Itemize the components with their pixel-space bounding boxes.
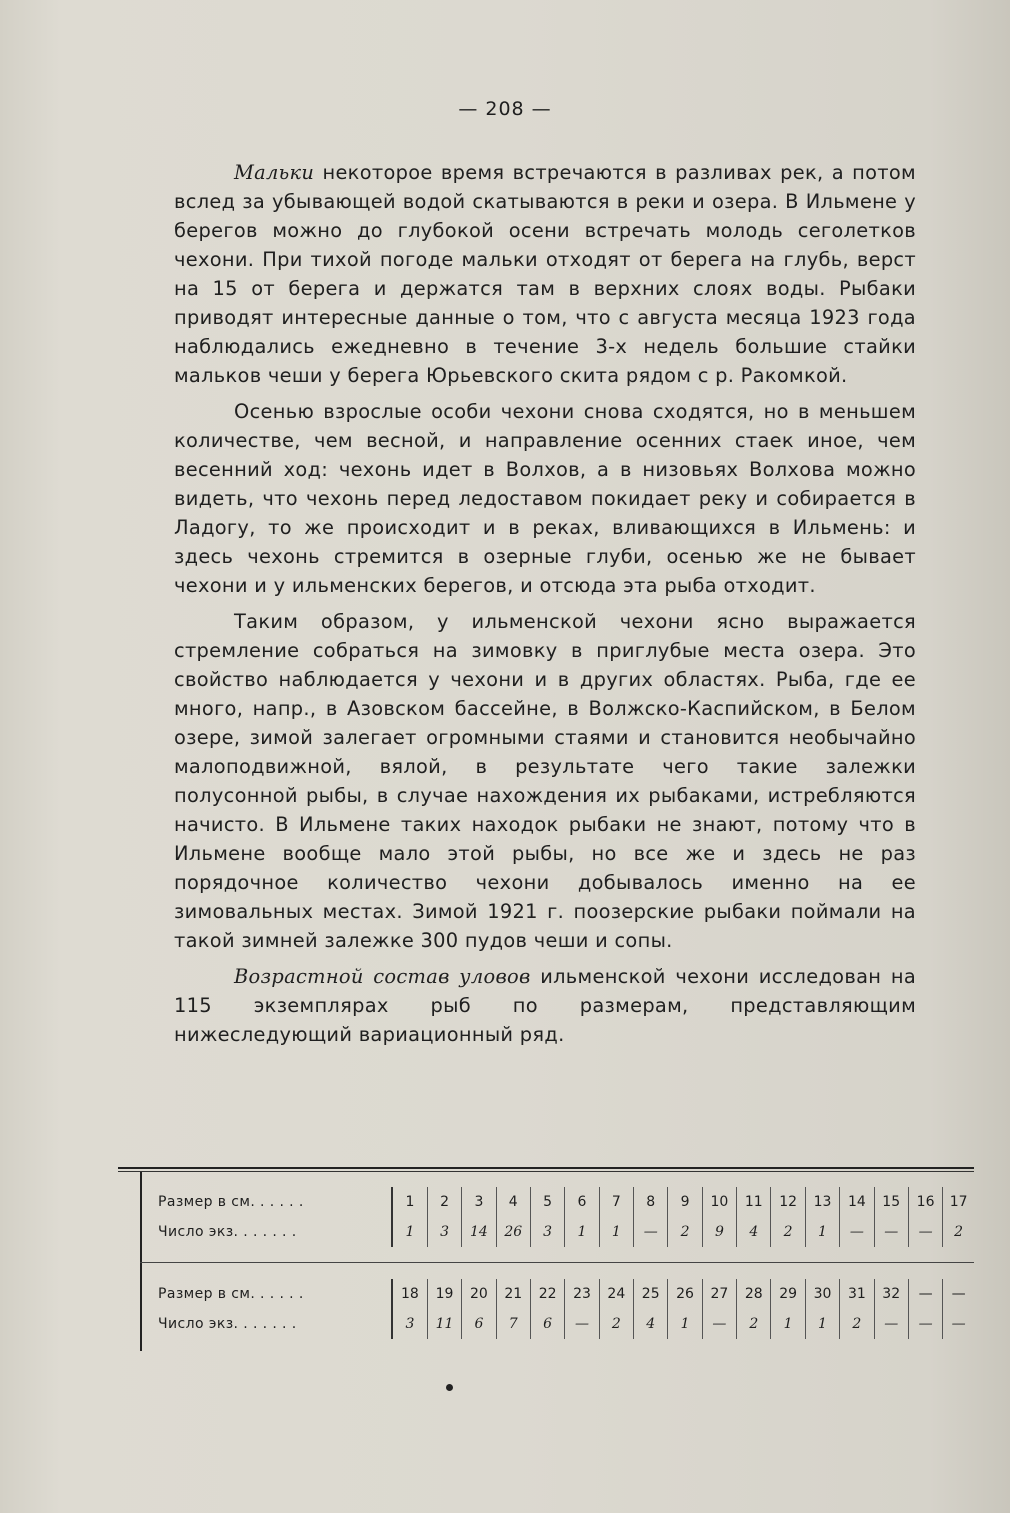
size-cell: 16 — [908, 1187, 942, 1217]
count-cell: 1 — [805, 1309, 839, 1339]
size-cell: — — [943, 1279, 974, 1309]
size-cell: 7 — [599, 1187, 633, 1217]
count-cell: 1 — [392, 1217, 427, 1247]
size-cell: 21 — [496, 1279, 530, 1309]
size-row-1 — [140, 1187, 974, 1217]
count-row-2 — [140, 1309, 974, 1339]
size-cell: 18 — [392, 1279, 427, 1309]
size-cell: 20 — [462, 1279, 496, 1309]
count-row-label: Число экз. . . . . . . — [140, 1217, 392, 1247]
paragraph-text-2: Осенью взрослые особи чехони снова сходятся, но в меньшем количестве, чем весной, и направление осенних стаек иное, чем весенний ход: чехонь идет в Волхов, а в низовьях Волхова можно видеть, что чехонь перед ледоставом покидает реку и собирается в Ладогу, то же происходит и в реках, вливающихся в Ильмень: и здесь чехонь стремится в озерные глуби, осенью же не бывает чехони и у ильменских берегов, и отсюда эта рыба отходит. — [174, 400, 916, 597]
count-cell: 14 — [462, 1217, 496, 1247]
table-rule-top-thin — [118, 1171, 974, 1172]
paragraph-2 — [174, 397, 916, 600]
count-cell: 11 — [427, 1309, 461, 1339]
size-cell: 17 — [943, 1187, 974, 1217]
body-text — [174, 158, 916, 1049]
size-cell: 28 — [737, 1279, 771, 1309]
size-row-2 — [140, 1279, 974, 1309]
paragraph-4 — [174, 962, 916, 1049]
count-cell: 2 — [840, 1309, 874, 1339]
paragraph-text-3: Таким образом, у ильменской чехони ясно выражается стремление собраться на зимовку в приглубые места озера. Это свойство наблюдается у чехони и в других областях. Рыба, где ее много, напр., в Азовском бассейне, в Волжско-Каспийском, в Белом озере, зимой залегает огромными стаями и становится необычайно малоподвижной, вялой, в результате чего такие залежки полусонной рыбы, в случае нахождения их рыбаками, истребляются начисто. В Ильмене таких находок рыбаки не знают, потому что в Ильмене вообще мало этой рыбы, но все же и здесь не раз порядочное количество чехони добывалось именно на ее зимовальных местах. Зимой 1921 г. поозерские рыбаки поймали на такой зимней залежке 300 пудов чеши и сопы. — [174, 610, 916, 952]
count-cell: — — [908, 1217, 942, 1247]
size-cell: 10 — [702, 1187, 736, 1217]
paragraph-3 — [174, 607, 916, 955]
count-cell: — — [908, 1309, 942, 1339]
page-number: — 208 — — [458, 98, 552, 120]
table-rule-middle — [140, 1262, 974, 1263]
size-cell: 32 — [874, 1279, 908, 1309]
count-cell: 2 — [943, 1217, 974, 1247]
size-cell: 27 — [702, 1279, 736, 1309]
count-cell: 26 — [496, 1217, 530, 1247]
italic-lead-4: Возрастной состав уловов — [234, 965, 531, 988]
count-row-1 — [140, 1217, 974, 1247]
count-cell: — — [702, 1309, 736, 1339]
size-cell: 12 — [771, 1187, 805, 1217]
count-cell: — — [565, 1309, 599, 1339]
italic-lead-1: Мальки — [234, 161, 315, 184]
size-cell: 3 — [462, 1187, 496, 1217]
size-cell: 11 — [737, 1187, 771, 1217]
size-cell: 19 — [427, 1279, 461, 1309]
paragraph-text-1: некоторое время встречаются в разливах рек, а потом вслед за убывающей водой скатываются в реки и озера. В Ильмене у берегов можно до глубокой осени встречать молодь сеголетков чехони. При тихой погоде мальки отходят от берега на глубь, верст на 15 от берега и держатся там в верхних слоях воды. Рыбаки приводят интересные данные о том, что с августа месяца 1923 года наблюдались ежедневно в течение 3-х недель большие стайки мальков чеши у берега Юрьевского скита рядом с р. Ракомкой. — [174, 161, 916, 387]
size-cell: 24 — [599, 1279, 633, 1309]
count-cell: 1 — [771, 1309, 805, 1339]
variation-series-table — [118, 1167, 974, 1351]
count-cell: 9 — [702, 1217, 736, 1247]
size-row-label: Размер в см. . . . . . — [140, 1279, 392, 1309]
count-cell: 3 — [392, 1309, 427, 1339]
size-cell: 25 — [634, 1279, 668, 1309]
size-cell: 13 — [805, 1187, 839, 1217]
size-cell: 4 — [496, 1187, 530, 1217]
size-cell: 30 — [805, 1279, 839, 1309]
count-cell: — — [874, 1309, 908, 1339]
count-cell: 2 — [737, 1309, 771, 1339]
count-cell: 1 — [805, 1217, 839, 1247]
count-cell: 3 — [530, 1217, 564, 1247]
size-cell: 15 — [874, 1187, 908, 1217]
count-cell: — — [943, 1309, 974, 1339]
count-cell: 4 — [634, 1309, 668, 1339]
count-cell: 6 — [462, 1309, 496, 1339]
size-cell: 29 — [771, 1279, 805, 1309]
size-cell: — — [908, 1279, 942, 1309]
size-row-label: Размер в см. . . . . . — [140, 1187, 392, 1217]
count-cell: 7 — [496, 1309, 530, 1339]
count-cell: 1 — [668, 1309, 702, 1339]
count-cell: 3 — [427, 1217, 461, 1247]
size-cell: 26 — [668, 1279, 702, 1309]
size-cell: 1 — [392, 1187, 427, 1217]
count-cell: — — [840, 1217, 874, 1247]
count-cell: — — [634, 1217, 668, 1247]
size-cell: 6 — [565, 1187, 599, 1217]
paragraph-text-4: ильменской чехони исследован на 115 экземплярах рыб по размерам, представляющим нижеследующий вариационный ряд. — [174, 965, 916, 1046]
count-cell: 2 — [771, 1217, 805, 1247]
paragraph-1 — [174, 158, 916, 390]
table-rule-top — [118, 1167, 974, 1169]
count-cell: 2 — [599, 1309, 633, 1339]
ink-dot — [446, 1384, 453, 1391]
count-cell: 1 — [565, 1217, 599, 1247]
size-cell: 8 — [634, 1187, 668, 1217]
count-cell: 4 — [737, 1217, 771, 1247]
size-cell: 2 — [427, 1187, 461, 1217]
count-cell: 6 — [530, 1309, 564, 1339]
count-cell: 1 — [599, 1217, 633, 1247]
size-cell: 31 — [840, 1279, 874, 1309]
size-cell: 9 — [668, 1187, 702, 1217]
count-cell: — — [874, 1217, 908, 1247]
size-cell: 14 — [840, 1187, 874, 1217]
count-row-label: Число экз. . . . . . . — [140, 1309, 392, 1339]
table-block-1 — [140, 1187, 974, 1247]
size-cell: 23 — [565, 1279, 599, 1309]
size-cell: 5 — [530, 1187, 564, 1217]
size-cell: 22 — [530, 1279, 564, 1309]
table-block-2 — [140, 1279, 974, 1339]
count-cell: 2 — [668, 1217, 702, 1247]
